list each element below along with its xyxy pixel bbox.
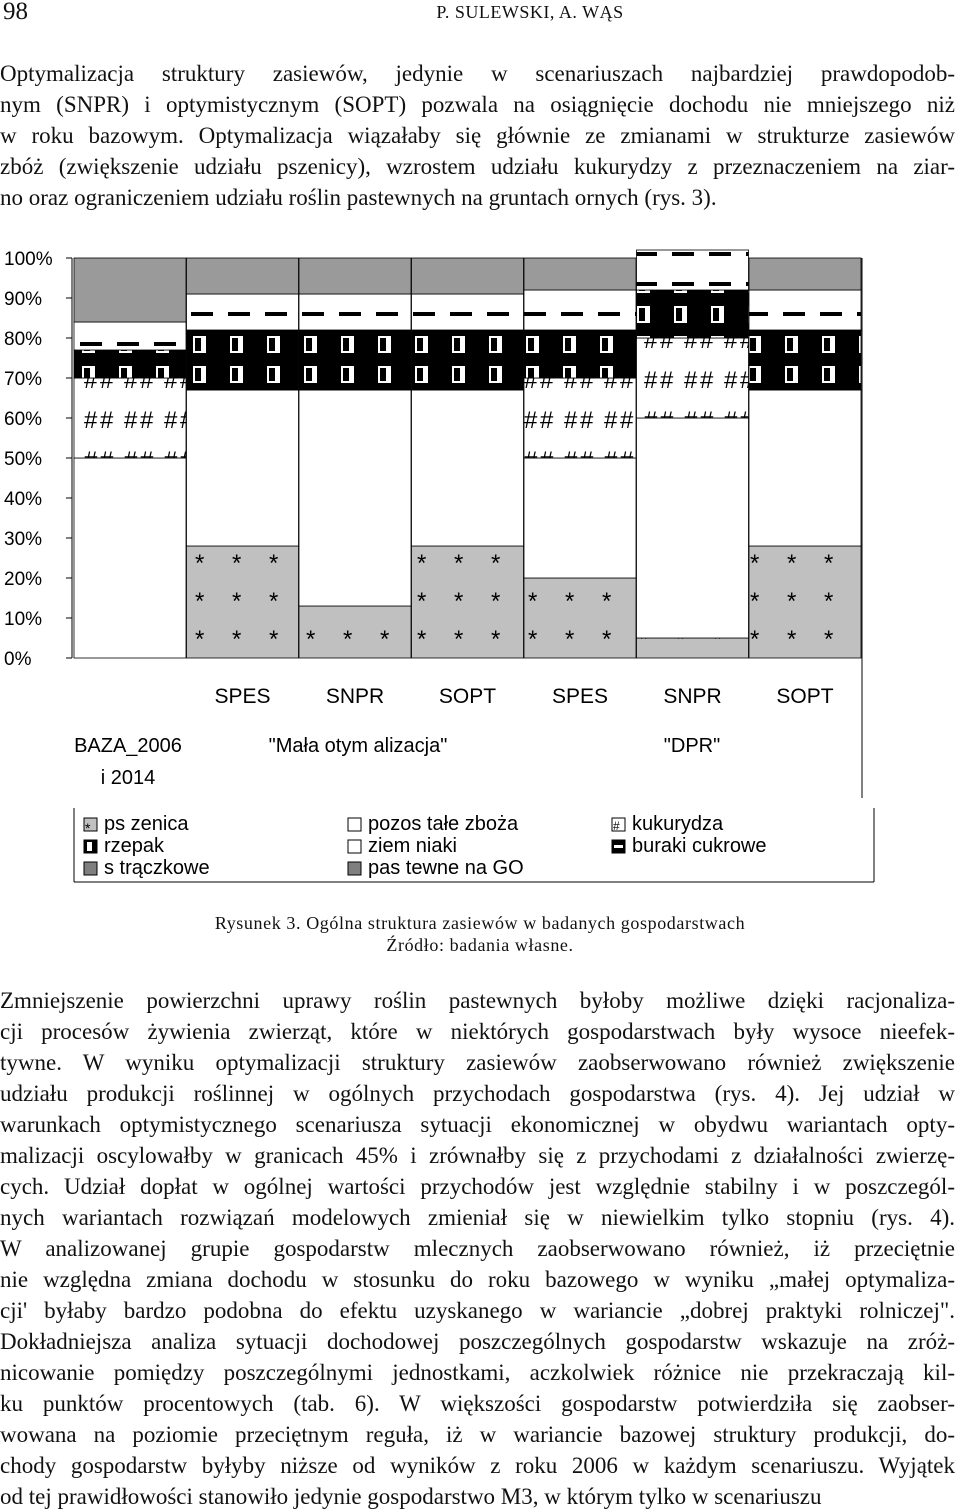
y-tick-label: 30% [4,529,43,550]
text-line: warunkach optymistycznego scenariusza sytuacji ekonomicznej w obydwu wariantach opty- [0,1112,955,1137]
text-line: tywne. W wyniku optymalizacji struktury zasiewów zaobserwowano również zwiększenie [0,1050,955,1075]
y-tick-label: 100% [4,249,53,270]
bar-segment [187,330,299,390]
text-line: nicowanie pomiędzy poszczególnymi jednostkami, aczkolwiek różnice nie przekraczają kil- [0,1360,955,1385]
text-line: chody gospodarstw byłyby niższe od wyników z roku 2006 w każdym scenariuszu. Wyjątek [0,1453,955,1478]
legend-swatch-mark [87,842,92,851]
bar-segment [299,258,411,294]
bar-segment [299,390,411,606]
text-line: cych. Udział dopłat w ogólnej wartości przychodów jest względnie stabilny i w poszczegól- [0,1174,955,1199]
legend-entry: kukurydza [632,813,724,835]
bar-segment [637,638,749,658]
bar-segment [412,258,524,294]
legend-entry: buraki cukrowe [632,835,767,857]
bar-segment [749,390,861,546]
y-tick-label: 80% [4,329,43,350]
figure-source: Źródło: badania własne. [386,935,574,955]
y-tick-label: 90% [4,289,43,310]
text-line: udziału produkcji roślinnej w ogólnych przychodach gospodarstwa (rys. 4). Jej udział w [0,1081,955,1106]
legend-entry: pozos tałe zboża [368,813,519,835]
bar-segment [187,294,299,330]
bar-segment [524,458,636,578]
bar-segment [74,322,186,350]
bar-segment [524,378,636,458]
y-tick-label: 20% [4,569,43,590]
y-tick-label: 40% [4,489,43,510]
text-line: nym (SNPR) i optymistycznym (SOPT) pozwala na osiągnięcie dochodu nie mniejszego niż [0,92,955,117]
y-tick-label: 10% [4,609,43,630]
legend-entry: pas tewne na GO [368,857,524,879]
text-line: ku punktów procentowych (tab. 6). W większości gospodarstw potwierdziła się zaobser- [0,1391,955,1416]
running-header-authors: P. SULEWSKI, A. WĄS [436,2,624,22]
bar-segment [412,546,524,658]
y-tick-label: 60% [4,409,43,430]
text-line: cji procesów żywienia zwierząt, które w niektórych gospodarstwach były wysoce nieefek- [0,1019,955,1044]
bar-segment [299,294,411,330]
bar-segment [637,338,749,418]
text-line: Optymalizacja struktury zasiewów, jedynie w scenariuszach najbardziej prawdopodob- [0,61,955,86]
legend-swatch [348,818,361,831]
bar-segment [637,418,749,638]
intro-paragraph [0,58,955,213]
legend-swatch-mark [614,845,623,848]
bar-segment [412,294,524,330]
bar-segment [524,258,636,290]
category-label: SPES [551,685,609,708]
figure-caption: Rysunek 3. Ogólna struktura zasiewów w badanych gospodarstwach [214,913,746,933]
bar-segment [187,546,299,658]
group-label-line2: i 2014 [100,767,156,789]
bar-segment [524,290,636,330]
group-label: "DPR" [663,735,721,757]
text-line: no oraz ograniczeniem udziału roślin pastewnych na gruntach ornych (rys. 3). [0,185,717,210]
category-label: SNPR [663,685,722,708]
bar-segment [637,250,749,290]
legend-entry: ps zenica [104,813,189,835]
text-line: Dokładniejsza analiza sytuacji dochodowej poszczególnych gospodarstw wskazuje na zróż- [0,1329,955,1354]
bar-segment [749,330,861,390]
text-line: nie względna zmiana dochodu w stosunku do roku bazowego w wyniku „małej optymaliza- [0,1267,955,1292]
bar-segment [412,390,524,546]
bar-segment [637,290,749,338]
legend-swatch [348,840,361,853]
bar-segment [524,330,636,378]
text-line: od tej prawidłowości stanowiło jedynie gospodarstwo M3, w którym tylko w scenariuszu [0,1484,822,1509]
bar-segment [524,578,636,658]
bar-segment [74,458,186,658]
bar-segment [299,606,411,658]
text-line: wowana na poziomie przeciętnym reguła, iż w wariancie bazowej struktury produkcji, do- [0,1422,955,1447]
bar-segment [74,258,186,322]
body-paragraph [0,985,955,1512]
legend-entry: rzepak [104,835,165,857]
category-label: SPES [214,685,271,708]
bar-segment [412,330,524,390]
legend-entry: s trączkowe [104,857,210,879]
crop-structure-chart [0,240,960,890]
text-line: nych wariantach rozwiązań modelowych zmieniał się w niewielkim tylko stopniu (rys. 4). [0,1205,955,1230]
text-line: W analizowanej grupie gospodarstw mlecznych zaobserwowano również, iż przeciętnie [0,1236,955,1261]
legend-swatch-mark: # [613,819,620,833]
bar-segment [187,258,299,294]
bar-segment [74,378,186,458]
text-line: w roku bazowym. Optymalizacja wiązałaby się głównie ze zmianami w strukturze zasiewów [0,123,955,148]
legend-swatch-mark: * [85,820,91,836]
bar-segment [749,290,861,330]
bar-segment [299,330,411,390]
category-label: SOPT [776,685,834,708]
y-tick-label: 0% [4,649,32,670]
bar-segment [749,258,861,290]
category-label: SNPR [325,685,385,708]
legend-swatch [348,862,361,875]
legend-swatch [84,862,97,875]
y-tick-label: 70% [4,369,43,390]
bar-segment [749,546,861,658]
y-tick-label: 50% [4,449,43,470]
page-number: 98 [3,0,28,25]
bar-segment [74,350,186,378]
category-label: SOPT [438,685,497,708]
text-line: malizacji oscylowałby w granicach 45% i zrównałby się z przychodami z działalności zwierzę- [0,1143,955,1168]
bar-segment [187,390,299,546]
text-line: zbóż (zwiększenie udziału pszenicy), wzrostem udziału kukurydzy z przeznaczeniem na ziar- [0,154,955,179]
legend-entry: ziem niaki [368,835,457,857]
text-line: Zmniejszenie powierzchni uprawy roślin pastewnych byłoby możliwe dzięki racjonaliza- [0,988,955,1013]
group-label: "Mała otym alizacja" [268,735,448,757]
text-line: cji' byłaby bardzo podobna do efektu uzyskanego w wariancie „dobrej praktyki rolniczej". [0,1298,955,1323]
group-label: BAZA_2006 [74,735,182,757]
